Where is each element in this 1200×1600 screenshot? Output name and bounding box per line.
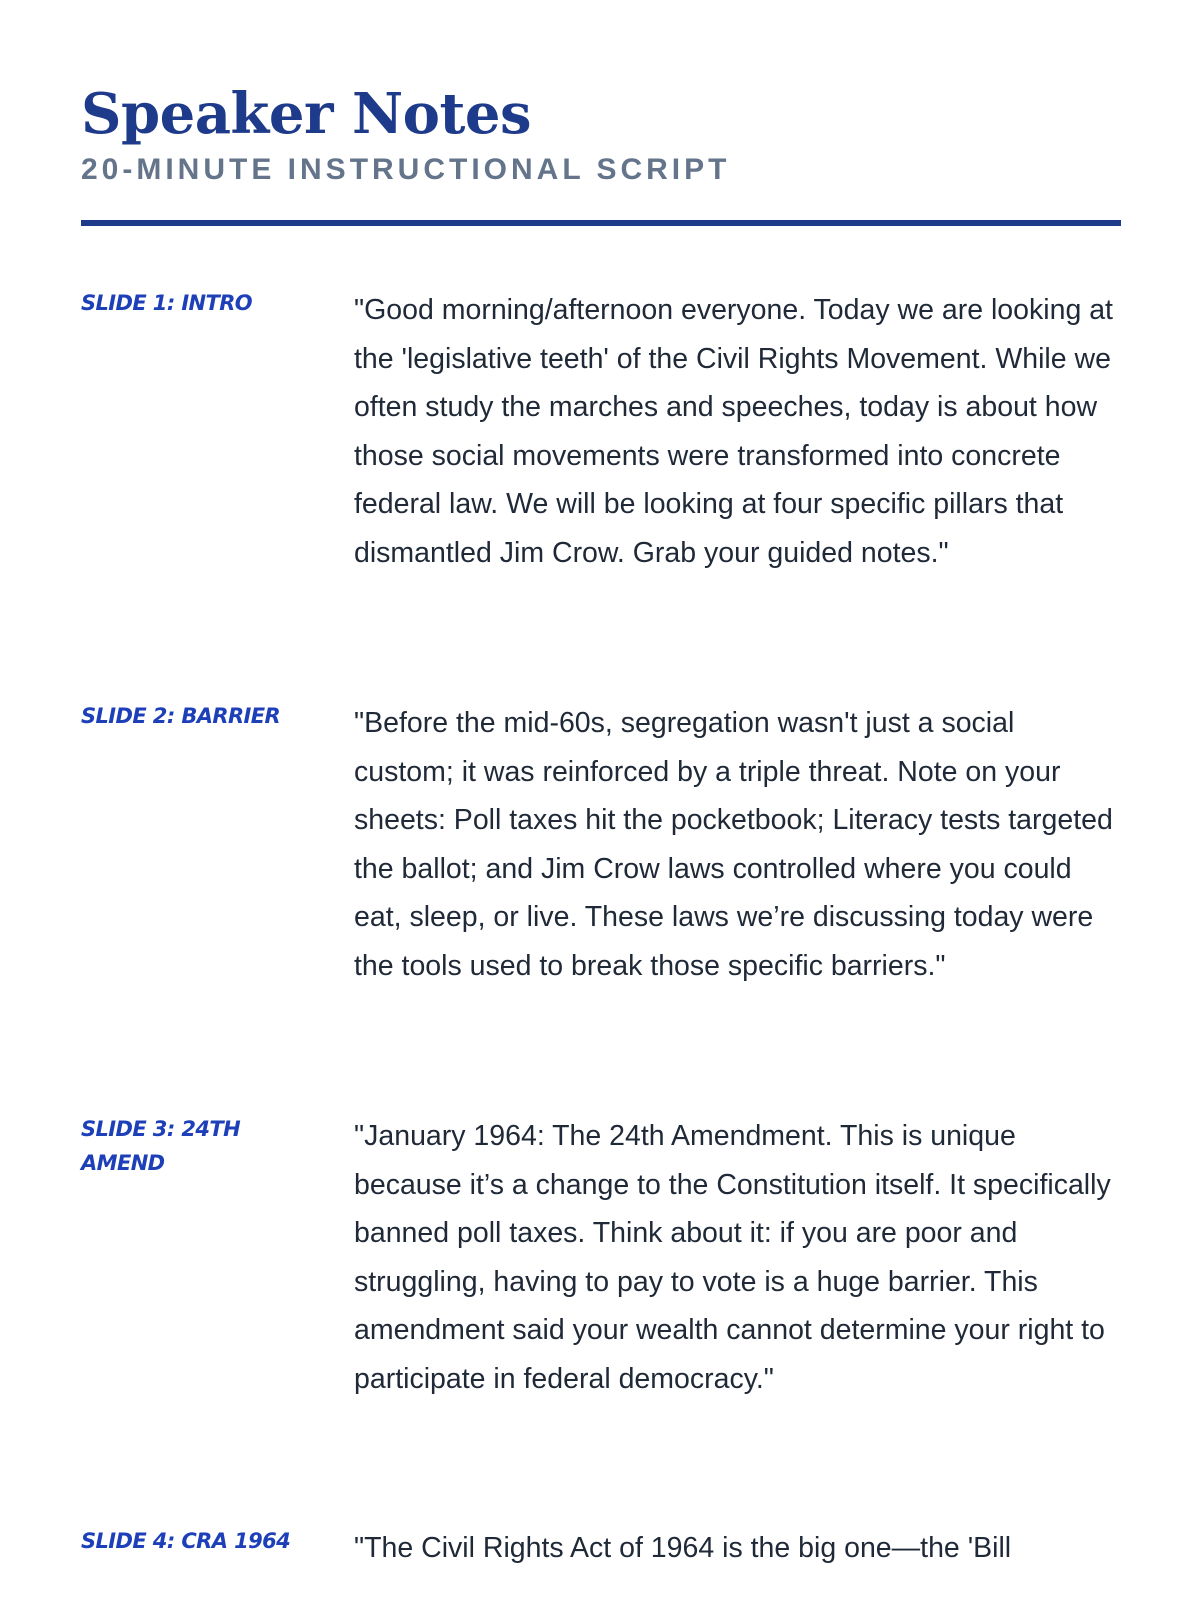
slide-label: SLIDE 2: BARRIER bbox=[81, 704, 281, 728]
slide-label: SLIDE 3: 24TH AMEND bbox=[81, 1117, 241, 1175]
slide-script: "The Civil Rights Act of 1964 is the big one—the 'Bill bbox=[354, 1532, 1012, 1564]
slide-script: "Good morning/afternoon everyone. Today we are looking at the 'legislative teeth' of the Civil Rights Movement. While we often study the marches and speeches, today is about how those social movements were transformed into concrete federal law. We will be looking at four specific pillars that dismantled Jim Crow. Grab your guided notes." bbox=[354, 294, 1113, 569]
slide-script: "January 1964: The 24th Amendment. This is unique because it’s a change to the Constitution itself. It specifically banned poll taxes. Think about it: if you are poor and struggling, having to pay to vote is a huge barrier. This amendment said your wealth cannot determine your right to participate in federal democracy." bbox=[354, 1120, 1111, 1395]
slide-label: SLIDE 4: CRA 1964 bbox=[81, 1529, 291, 1553]
page-title: Speaker Notes bbox=[81, 81, 532, 147]
page-subtitle: 20-MINUTE INSTRUCTIONAL SCRIPT bbox=[81, 153, 731, 186]
slide-script: "Before the mid-60s, segregation wasn't just a social custom; it was reinforced by a triple threat. Note on your sheets: Poll taxes hit the pocketbook; Literacy tests targeted the ballot; and Jim Crow laws controlled where you could eat, sleep, or live. These laws we’re discussing today were the tools used to break those specific barriers." bbox=[354, 707, 1113, 982]
header-divider bbox=[81, 220, 1121, 226]
slide-label: SLIDE 1: INTRO bbox=[81, 291, 253, 315]
